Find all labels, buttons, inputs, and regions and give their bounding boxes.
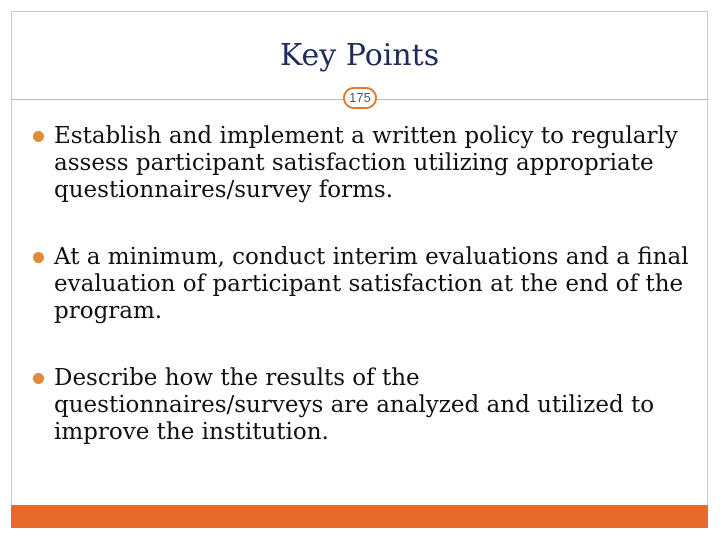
footer-accent-bar xyxy=(11,505,708,528)
bullet-text: At a minimum, conduct interim evaluations and a final evaluation of participant satisfaction at the end of the program. xyxy=(54,244,689,324)
bullet-dot-icon xyxy=(33,373,44,384)
bullet-text: Describe how the results of the questionnaires/surveys are analyzed and utilized to improve the institution. xyxy=(54,365,655,445)
page-number-badge: 175 xyxy=(343,87,377,109)
bullet-item xyxy=(30,123,695,204)
bullet-item xyxy=(30,244,695,325)
bullet-dot-icon xyxy=(33,131,44,142)
bullet-text: Establish and implement a written policy to regularly assess participant satisfaction utilizing appropriate questionnaires/survey forms. xyxy=(54,123,678,203)
slide-title: Key Points xyxy=(279,38,440,73)
bullet-item xyxy=(30,365,695,446)
bullet-list xyxy=(30,123,695,486)
bullet-dot-icon xyxy=(33,252,44,263)
